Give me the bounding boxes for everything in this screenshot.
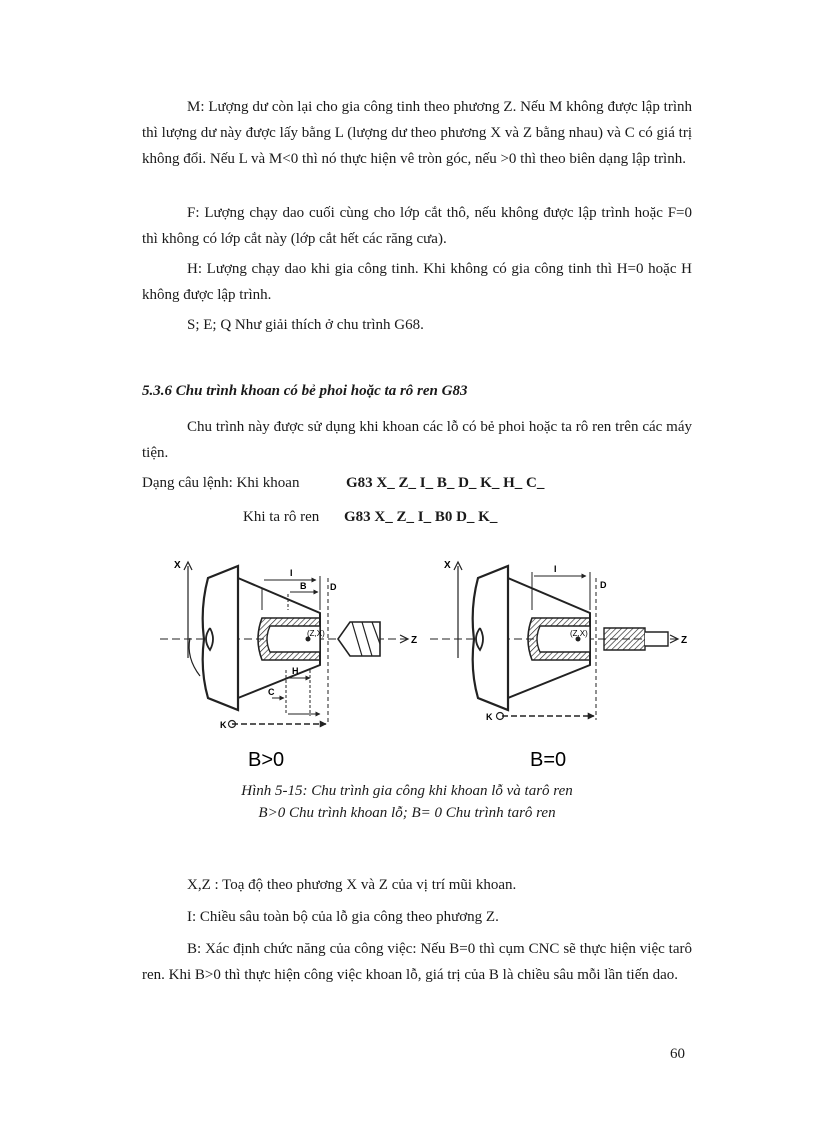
figure-caption-line2: B>0 Chu trình khoan lỗ; B= 0 Chu trình tarô ren xyxy=(258,805,556,821)
point-zx-label: (Z,X) xyxy=(307,629,325,638)
page-number: 60 xyxy=(670,1046,685,1062)
dim-i-label-right: I xyxy=(554,564,557,574)
dim-c-label: C xyxy=(268,687,275,697)
figure-label-drill: B>0 xyxy=(248,749,285,771)
paragraph-h: H: Lượng chạy dao khi gia công tinh. Khi không có gia công tinh thì H=0 hoặc H không được lập trình. xyxy=(142,261,692,303)
g83-figure xyxy=(160,548,700,773)
x-axis-label: X xyxy=(174,560,181,571)
z-axis-label: Z xyxy=(411,635,418,646)
dim-i-label: I xyxy=(290,568,293,578)
paragraph-i: I: Chiều sâu toàn bộ của lỗ gia công theo phương Z. xyxy=(187,909,499,925)
tap-diagram xyxy=(430,560,687,771)
paragraph-f: F: Lượng chạy dao cuối cùng cho lớp cắt thô, nếu không được lập trình hoặc F=0 thì không có lớp cắt này (lớp cắt hết các răng cưa). xyxy=(142,205,692,247)
dim-b-label: B xyxy=(300,581,307,591)
dim-d-label-right: D xyxy=(600,580,607,590)
dim-d-label: D xyxy=(330,582,337,592)
syntax-drill-command: G83 X_ Z_ I_ B_ D_ K_ H_ C_ xyxy=(346,475,545,491)
figure-caption-line1: Hình 5-15: Chu trình gia công khi khoan lỗ và tarô ren xyxy=(241,783,573,799)
paragraph-m: M: Lượng dư còn lại cho gia công tinh theo phương Z. Nếu M không được lập trình thì lượng dư này được lấy bằng L (lượng dư theo phương X và Z bằng nhau) và C có giá trị không đổi. Nếu L và M<0 thì nó thực hiện vê tròn góc, nếu >0 thì theo biên dạng lập trình. xyxy=(142,99,692,167)
intro-paragraph: Chu trình này được sử dụng khi khoan các lỗ có bẻ phoi hoặc ta rô ren trên các máy tiện. xyxy=(142,419,692,461)
dim-k-label-right: K xyxy=(486,712,493,722)
z-axis-label-right: Z xyxy=(681,635,688,646)
x-axis-label-right: X xyxy=(444,560,451,571)
paragraph-seq: S; E; Q Như giải thích ở chu trình G68. xyxy=(187,317,424,333)
tap-tool xyxy=(604,628,645,650)
syntax-drill-label: Dạng câu lệnh: Khi khoan xyxy=(142,475,300,491)
dim-k-label: K xyxy=(220,720,227,730)
figure-label-tap: B=0 xyxy=(530,749,567,771)
chuck-body xyxy=(203,566,238,710)
syntax-tap-command: G83 X_ Z_ I_ B0 D_ K_ xyxy=(344,509,498,525)
syntax-tap-label: Khi ta rô ren xyxy=(243,509,320,525)
section-heading: 5.3.6 Chu trình khoan có bẻ phoi hoặc ta rô ren G83 xyxy=(142,383,468,399)
paragraph-xz: X,Z : Toạ độ theo phương X và Z của vị trí mũi khoan. xyxy=(187,877,517,893)
paragraph-b: B: Xác định chức năng của công việc: Nếu B=0 thì cụm CNC sẽ thực hiện việc tarô ren. Khi B>0 thì thực hiện công việc khoan lỗ, giá trị của B là chiều sâu mỗi lần tiến dao. xyxy=(142,941,692,983)
drill-diagram xyxy=(160,560,417,771)
dim-h-label: H xyxy=(292,666,299,676)
point-zx-label-right: (Z,X) xyxy=(570,629,588,638)
